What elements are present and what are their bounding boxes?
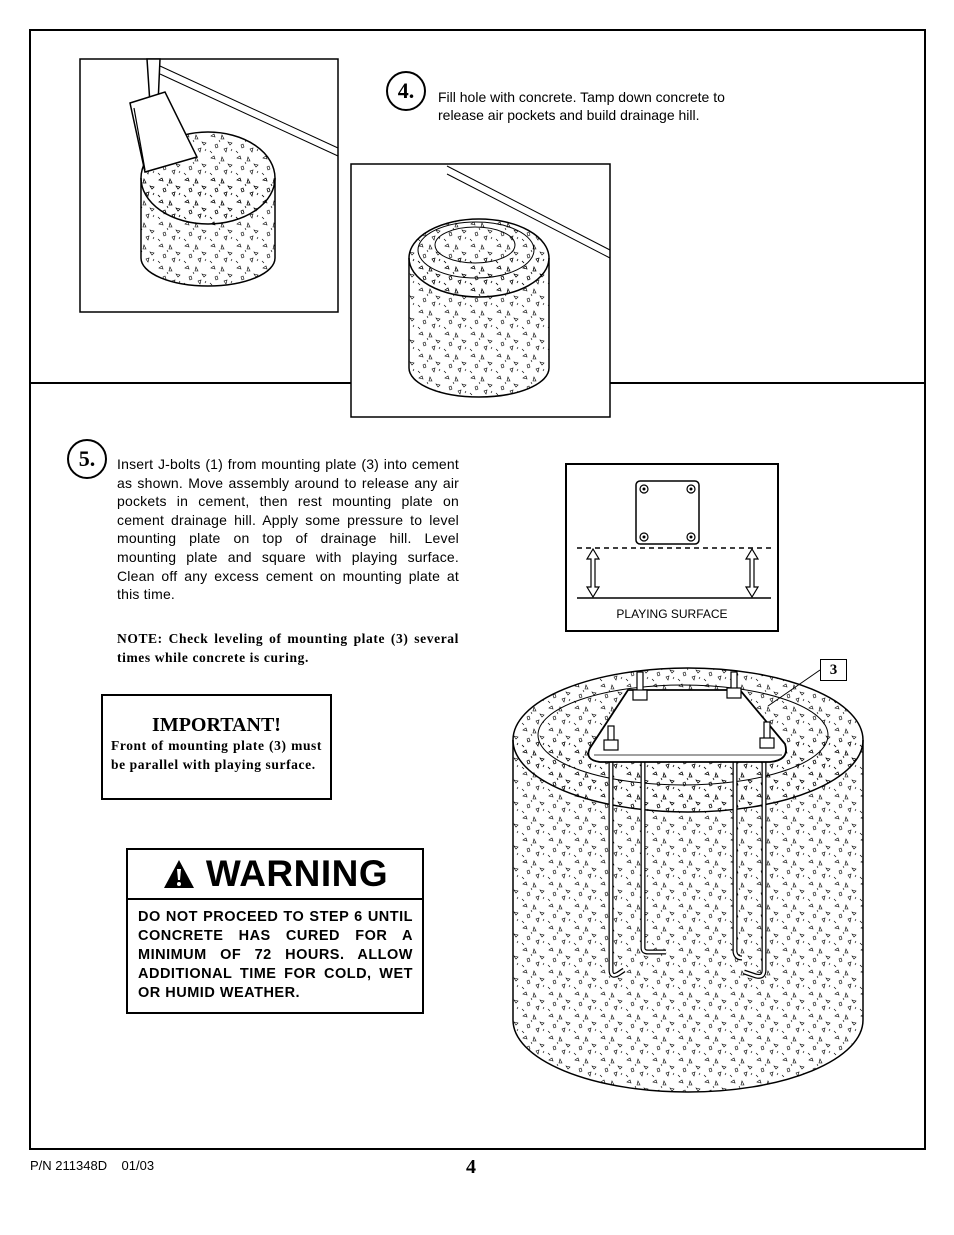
playing-surface-label: PLAYING SURFACE bbox=[616, 607, 728, 621]
playing-surface-inset bbox=[565, 463, 779, 632]
step-5-number: 5. bbox=[67, 439, 107, 479]
warning-triangle-icon bbox=[162, 858, 196, 890]
footer-date: 01/03 bbox=[121, 1158, 155, 1173]
page-number: 4 bbox=[466, 1156, 476, 1178]
step-4-number: 4. bbox=[386, 71, 426, 111]
important-box bbox=[101, 694, 332, 800]
pour-concrete-illustration bbox=[80, 59, 338, 312]
jbolt-assembly-illustration bbox=[513, 668, 863, 1092]
important-title: IMPORTANT! bbox=[152, 714, 281, 736]
warning-header bbox=[128, 850, 422, 900]
warning-title: WARNING bbox=[205, 853, 389, 894]
leveling-note: NOTE: Check leveling of mounting plate (3) several times while concrete is curing. bbox=[117, 631, 459, 665]
step-4-instructions: Fill hole with concrete. Tamp down concrete to release air pockets and build drainage hill. bbox=[438, 89, 725, 123]
footer-part-info bbox=[30, 1158, 154, 1173]
part-callout: 3 bbox=[820, 659, 847, 681]
drainage-hill-illustration bbox=[351, 164, 610, 417]
footer-part-number: P/N 211348D bbox=[30, 1158, 108, 1173]
warning-text: DO NOT PROCEED TO STEP 6 UNTIL CONCRETE HAS CURED FOR A MINIMUM OF 72 HOURS. ALLOW ADDITIONAL TIME FOR COLD, WET OR HUMID WEATHER. bbox=[138, 909, 413, 1001]
important-text: Front of mounting plate (3) must be parallel with playing surface. bbox=[111, 738, 322, 772]
warning-box bbox=[126, 848, 424, 1014]
step-5-instructions: Insert J-bolts (1) from mounting plate (3) into cement as shown. Move assembly around to release any air pockets in cement, then rest mounting plate on cement drainage hill. Apply some pressure to level mounting plate on top of drainage hill. Level mounting plate and square with playing surface. Clean off any excess cement on mounting plate at this time. bbox=[117, 456, 459, 603]
